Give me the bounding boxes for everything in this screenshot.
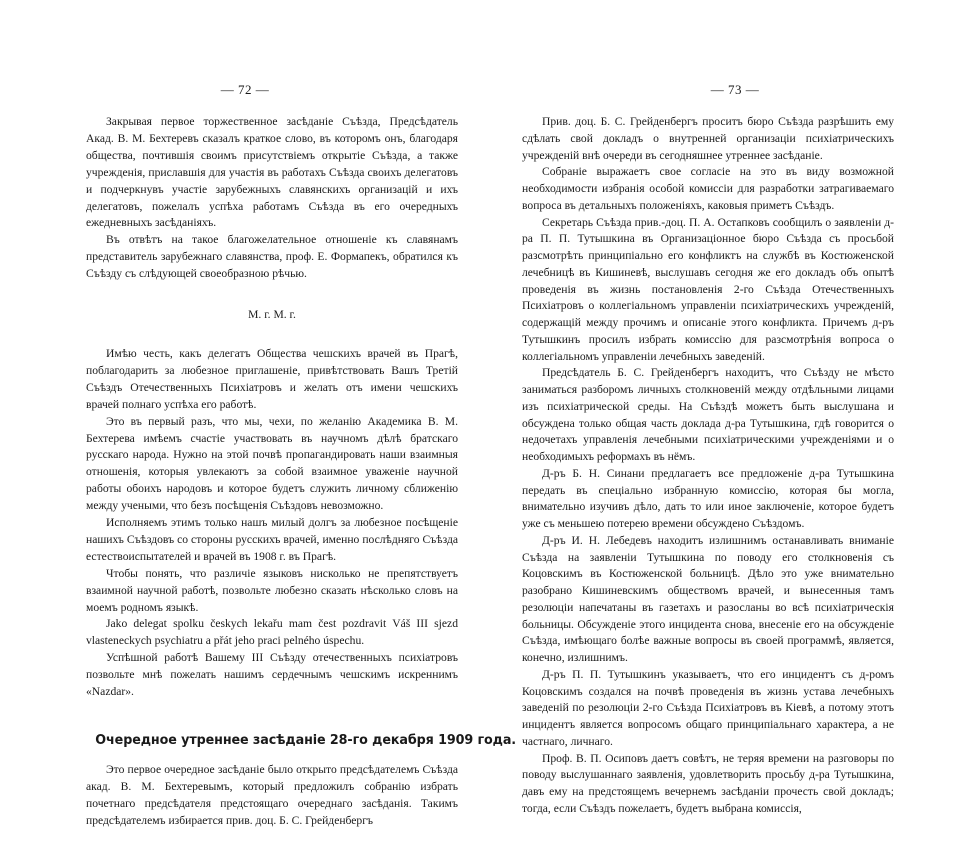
paragraph: Предсѣдатель Б. С. Грейденбергъ находитъ, что Съѣзду не мѣсто заниматься разборомъ личныхъ столкновеній между отдѣльными лицами изъ психіатрической среды. На Съѣздѣ можетъ быть выслушана и обсуждена только общая часть доклада д-ра Тутышкина, гдѣ говорится о недочетахъ управленія лечебными психіатрическими учрежденіями и о необходимыхъ реформахъ въ нёмъ. [522,366,894,463]
letter-paragraph: Чтобы понять, что различіе языковъ нисколько не препятствуетъ взаимной научной работѣ, позвольте любезно сказать нѣсколько словъ на моемъ родномъ языкѣ. [86,566,458,614]
letter-paragraph: Успѣшной работѣ Вашему III Съѣзду отечественныхъ психіатровъ позвольте мнѣ пожелать нашимъ сердечнымъ чешскимъ искреннимъ «Nazdar». [86,651,458,699]
paragraph: Проф. В. П. Осиповъ даетъ совѣтъ, не теряя времени на разговоры по поводу выслушаннаго заявленія, удовлетворить просьбу д-ра Тутышкина, давъ ему на предстоящемъ вечернемъ засѣданіи прочесть свой докладъ; тогда, если Съѣздъ пожелаетъ, будетъ выбрана комиссія, [522,751,894,815]
paragraph: Секретарь Съѣзда прив.-доц. П. А. Остапковъ сообщилъ о заявленіи д-ра П. П. Тутышкина въ Организаціонное бюро Съѣзда съ просьбой разсмотрѣть принципіально его конфликтъ на службѣ въ Костюженской лечебницѣ въ Кишиневѣ, выслушавъ сегодня же его докладъ объ опытѣ проведенія въ жизнь постановленія 2-го Съѣзда Отечественныхъ Психіатровъ о коллегіальномъ управленіи психіатрическихъ учрежденій, содержащій между прочимъ и описаніе этого конфликта. Причемъ д-ръ Тутышкинъ просилъ избрать комиссію для разсмотрѣнія вопроса о коллегіальномъ управленіи лечебныхъ заведеній. [522,215,894,363]
right-page [490,0,980,843]
section-heading: Очередное утреннее засѣданіе 28-го декабря 1909 года. [95,733,517,748]
letter-salutation: М. г. М. г. [248,308,296,322]
paragraph: Прив. доц. Б. С. Грейденбергъ проситъ бюро Съѣзда разрѣшить ему сдѣлать свой докладъ о внутренней организаціи психіатрическихъ учрежденій внѣ очереди въ сегодняшнее утреннее засѣданіе. [522,115,894,162]
paragraph: Въ отвѣтъ на такое благожелательное отношеніе къ славянамъ представитель зарубежнаго славянства, проф. Е. Формапекъ, обратился къ Съѣзду съ слѣдующей своеобразною рѣчью. [86,233,458,281]
paragraph: Д-ръ Б. Н. Синани предлагаетъ все предложеніе д-ра Тутышкина передать въ спеціально избранную комиссію, которая бы могла, внимательно изучивъ дѣло, дать то или иное заключеніе, которое будетъ уже съ меньшею потерею времени обсуждено Съѣздомъ. [522,466,894,530]
left-page-number: — 72 — [220,82,270,97]
letter-paragraph: Имѣю честь, какъ делегатъ Общества чешскихъ врачей въ Прагѣ, поблагодарить за любезное приглашеніе, привѣтствовать Вашъ Третій Съѣздъ Отечественныхъ Психіатровъ и желать отъ имени чешскихъ врачей полнаго успѣха его работѣ. [86,346,458,411]
paragraph: Собраніе выражаетъ свое согласіе на это въ виду возможной необходимости избранія особой комиссіи для разработки затрагиваемаго вопроса въ детальныхъ положеніяхъ, каковыя приметъ Съѣздъ. [522,165,894,212]
paragraph: Д-ръ П. П. Тутышкинъ указываетъ, что его инцидентъ съ д-ромъ Коцовскимъ создался на почвѣ проведенія въ жизнь устава лечебныхъ заведеній по резолюціи 2-го Съѣзда Психіатровъ въ Кіевѣ, а потому этотъ инцидентъ является вопросомъ общаго принципіальнаго характера, а не частнаго, личнаго. [522,667,894,748]
letter-paragraph: Исполняемъ этимъ только нашъ милый долгъ за любезное посѣщеніе нашихъ Съѣздовъ со стороны русскихъ врачей, именно послѣдняго Съѣзда естествоиспытателей и врачей въ 1908 г. въ Прагѣ. [86,516,458,563]
paragraph: Закрывая первое торжественное засѣданіе Съѣзда, Предсѣдатель Акад. В. М. Бехтеревъ сказалъ краткое слово, въ которомъ онъ, благодаря общества, почтившія своимъ присутствіемъ открытіе Съѣзда, а также учрежденія, приславшія для участія въ работахъ Съѣзда своихъ делегатовъ и подчеркнувъ участіе зарубежныхъ славянскихъ организацій и ихъ делегатовъ, пожелалъ успѣха работамъ Съѣзда въ его очередныхъ ежедневныхъ засѣданіяхъ. [86,115,458,230]
right-page-text [522,114,894,818]
left-page-text [86,114,517,830]
paragraph: Это первое очередное засѣданіе было открыто предсѣдателемъ Съѣзда акад. В. М. Бехтеревымъ, который предложилъ собранію избрать почетнаго предсѣдателя предстоящаго очереднаго засѣданія. Такимъ предсѣдателемъ избирается прив. доц. Б. С. Грейденбергъ [86,763,458,827]
right-page-number: — 73 — [710,82,760,97]
letter-paragraph-czech: Jako delegat spolku českych lekařu mam čest pozdravit Váš III sjezd vlasteneckych psychiatru a přát jeho praci pelného úspechu. [86,617,458,648]
paragraph: Д-ръ И. Н. Лебедевъ находитъ излишнимъ останавливать вниманіе Съѣзда на заявленіи Тутышкина по поводу его столкновенія съ Коцовскимъ въ Костюженской больницѣ. Дѣло это уже внимательно разобрано Кишиневскимъ обществомъ врачей, и вынесенныя тамъ резолюціи напечатаны въ газетахъ и разосланы во всѣ психіатрическія больницы. Обсужденіе этого инцидента снова, внесеніе его на обсужденіе Съѣзда, имѣющаго болѣе важные вопросы въ своей программѣ, является, конечно, излишнимъ. [522,533,894,664]
letter-paragraph: Это въ первый разъ, что мы, чехи, по желанію Академика В. М. Бехтерева имѣемъ счастіе участвовать въ научномъ дѣлѣ братскаго русскаго народа. Нужно на этой почвѣ пропагандировать наши взаимныя отношенія, которыя увлекаютъ за собой взаимное уваженіе научной работы обоихъ народовъ и которое будетъ служить личному сближенію между учеными, что безъ посѣщенія Съѣздовъ невозможно. [86,414,458,513]
